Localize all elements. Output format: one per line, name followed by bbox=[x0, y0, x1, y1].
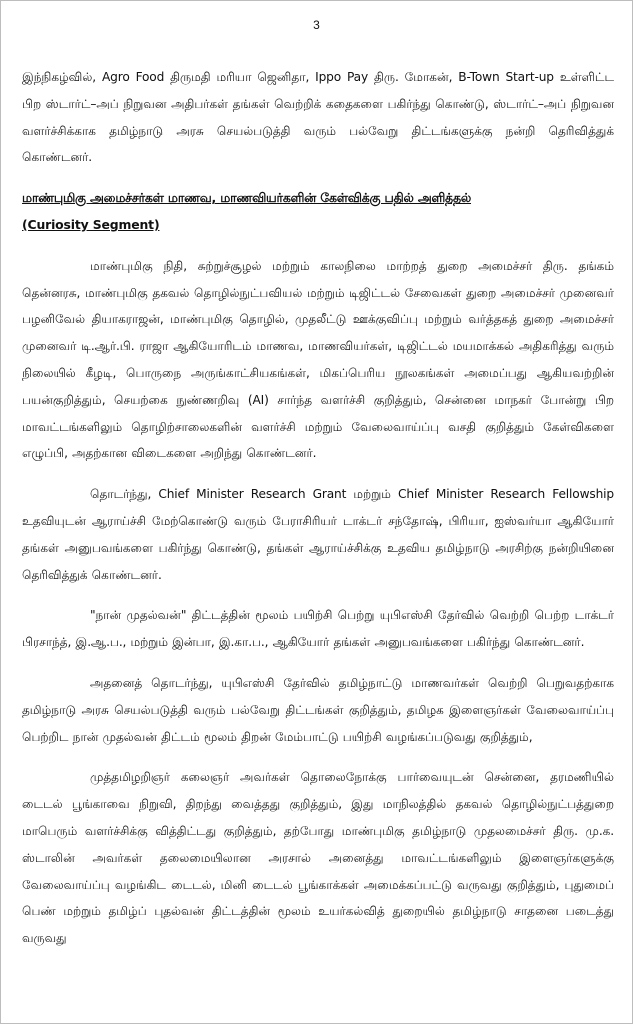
paragraph-gap bbox=[22, 750, 614, 764]
paragraph-naan-mudhalvan: "நான் முதல்வன்" திட்டத்தின் மூலம் பயிற்சி பெற்று யுபிஎஸ்சி தேர்வில் வெற்றி பெற்ற டாக்டர் பிரசாந்த், இ.ஆ.ப., மற்றும் இன்பா, இ.கா.ப., ஆகியோர் தங்கள் அனுபவங்களை பகிர்ந்து கொண்டனர். bbox=[22, 608, 614, 650]
paragraph-gap bbox=[22, 239, 614, 253]
paragraph-ministers-qa: மாண்புமிகு நிதி, சுற்றுச்சூழல் மற்றும் காலநிலை மாற்றத் துறை அமைச்சர் திரு. தங்கம் தென்னரசு, மாண்புமிகு தகவல் தொழில்நுட்பவியல் மற்றும் டிஜிட்டல் சேவைகள் துறை அமைச்சர் முனைவர் பழனிவேல் தியாகராஜன், மாண்புமிகு தொழில், முதலீட்டு ஊக்குவிப்பு மற்றும் வர்த்தகத் துறை அமைச்சர் முனைவர் டி.ஆர்.பி. ராஜா ஆகியோரிடம் மாணவ, மாணவியர்கள், டிஜிட்டல் மயமாக்கல் அதிகரித்து வரும் நிலையில் கீழடி, பொருநை அருங்காட்சியகங்கள், மிகப்பெரிய நூலகங்கள் அமைப்பது ஆகியவற்றின் பயன்குறித்தும், செயற்கை நுண்ணறிவு (AI) சார்ந்த வளர்ச்சி குறித்தும், சென்னை மாநகர் போன்று பிற மாவட்டங்களிலும் தொழிற்சாலைகளின் வளர்ச்சி மற்றும் வேலைவாய்ப்பு வசதி குறித்தும் கேள்விகளை எழுப்பி, அதற்கான விடைகளை அறிந்து கொண்டனர். bbox=[22, 258, 614, 461]
paragraph-upsc-schemes: அதனைத் தொடர்ந்து, யுபிஎஸ்சி தேர்வில் தமிழ்நாட்டு மாணவர்கள் வெற்றி பெறுவதற்காக தமிழ்நாடு அரசு செயல்படுத்தி வரும் பல்வேறு திட்டங்கள் குறித்தும், தமிழக இளைஞர்கள் வேலைவாய்ப்பு பெற்றிட நான் முதல்வன் திட்டம் மூலம் திறன் மேம்பாட்டு பயிற்சி வழங்கப்படுவது குறித்தும், bbox=[22, 675, 614, 744]
document-body bbox=[22, 64, 614, 952]
page-number: 3 bbox=[313, 18, 320, 32]
paragraph-gap bbox=[22, 656, 614, 670]
paragraph-research-grant: தொடர்ந்து, Chief Minister Research Grant மற்றும் Chief Minister Research Fellowship உதவியுடன் ஆராய்ச்சி மேற்கொண்டு வரும் பேராசிரியர் டாக்டர் சந்தோஷ், பிரியா, ஐஸ்வர்யா ஆகியோர் தங்கள் அனுபவங்களை பகிர்ந்து கொண்டு, தங்கள் ஆராய்ச்சிக்கு உதவிய தமிழ்நாடு அரசிற்கு நன்றியினை தெரிவித்துக் கொண்டனர். bbox=[22, 487, 614, 582]
paragraph-gap bbox=[22, 467, 614, 481]
paragraph-startup-founders: இந்நிகழ்வில், Agro Food திருமதி மரியா ஜெனிதா, Ippo Pay திரு. மோகன், B-Town Start-up உள்ளிட்ட பிற ஸ்டார்ட்–அப் நிறுவன அதிபர்கள் தங்கள் வெற்றிக் கதைகளை பகிர்ந்து கொண்டு, ஸ்டார்ட்–அப் நிறுவன வளர்ச்சிக்காக தமிழ்நாடு அரசு செயல்படுத்தி வரும் பல்வேறு திட்டங்களுக்கு நன்றி தெரிவித்துக் கொண்டனர். bbox=[22, 70, 614, 165]
paragraph-gap bbox=[22, 588, 614, 602]
section-heading-line-2: (Curiosity Segment) bbox=[22, 216, 160, 232]
section-heading-line-1: மாண்புமிகு அமைச்சர்கள் மாணவ, மாணவியர்களின் கேள்விக்கு பதில் அளித்தல் bbox=[22, 190, 472, 206]
paragraph-gap bbox=[22, 171, 614, 185]
paragraph-tidel-park: முத்தமிழறிஞர் கலைஞர் அவர்கள் தொலைநோக்கு பார்வையுடன் சென்னை, தரமணியில் டைடல் பூங்காவை நிறுவி, திறந்து வைத்தது குறித்தும், இது மாநிலத்தில் தகவல் தொழில்நுட்பத்துறை மாபெரும் வளர்ச்சிக்கு வித்திட்டது குறித்தும், தற்போது மாண்புமிகு தமிழ்நாடு முதலமைச்சர் திரு. மு.க. ஸ்டாலின் அவர்கள் தலைமையிலான அரசால் அனைத்து மாவட்டங்களிலும் இளைஞர்களுக்கு வேலைவாய்ப்பு வழங்கிட டைடல், மினி டைடல் பூங்காக்கள் அமைக்கப்பட்டு வருவது குறித்தும், புதுமைப் பெண் மற்றும் தமிழ்ப் புதல்வன் திட்டத்தின் மூலம் உயர்கல்வித் துறையில் தமிழ்நாடு சாதனை படைத்து வருவது bbox=[22, 770, 614, 946]
